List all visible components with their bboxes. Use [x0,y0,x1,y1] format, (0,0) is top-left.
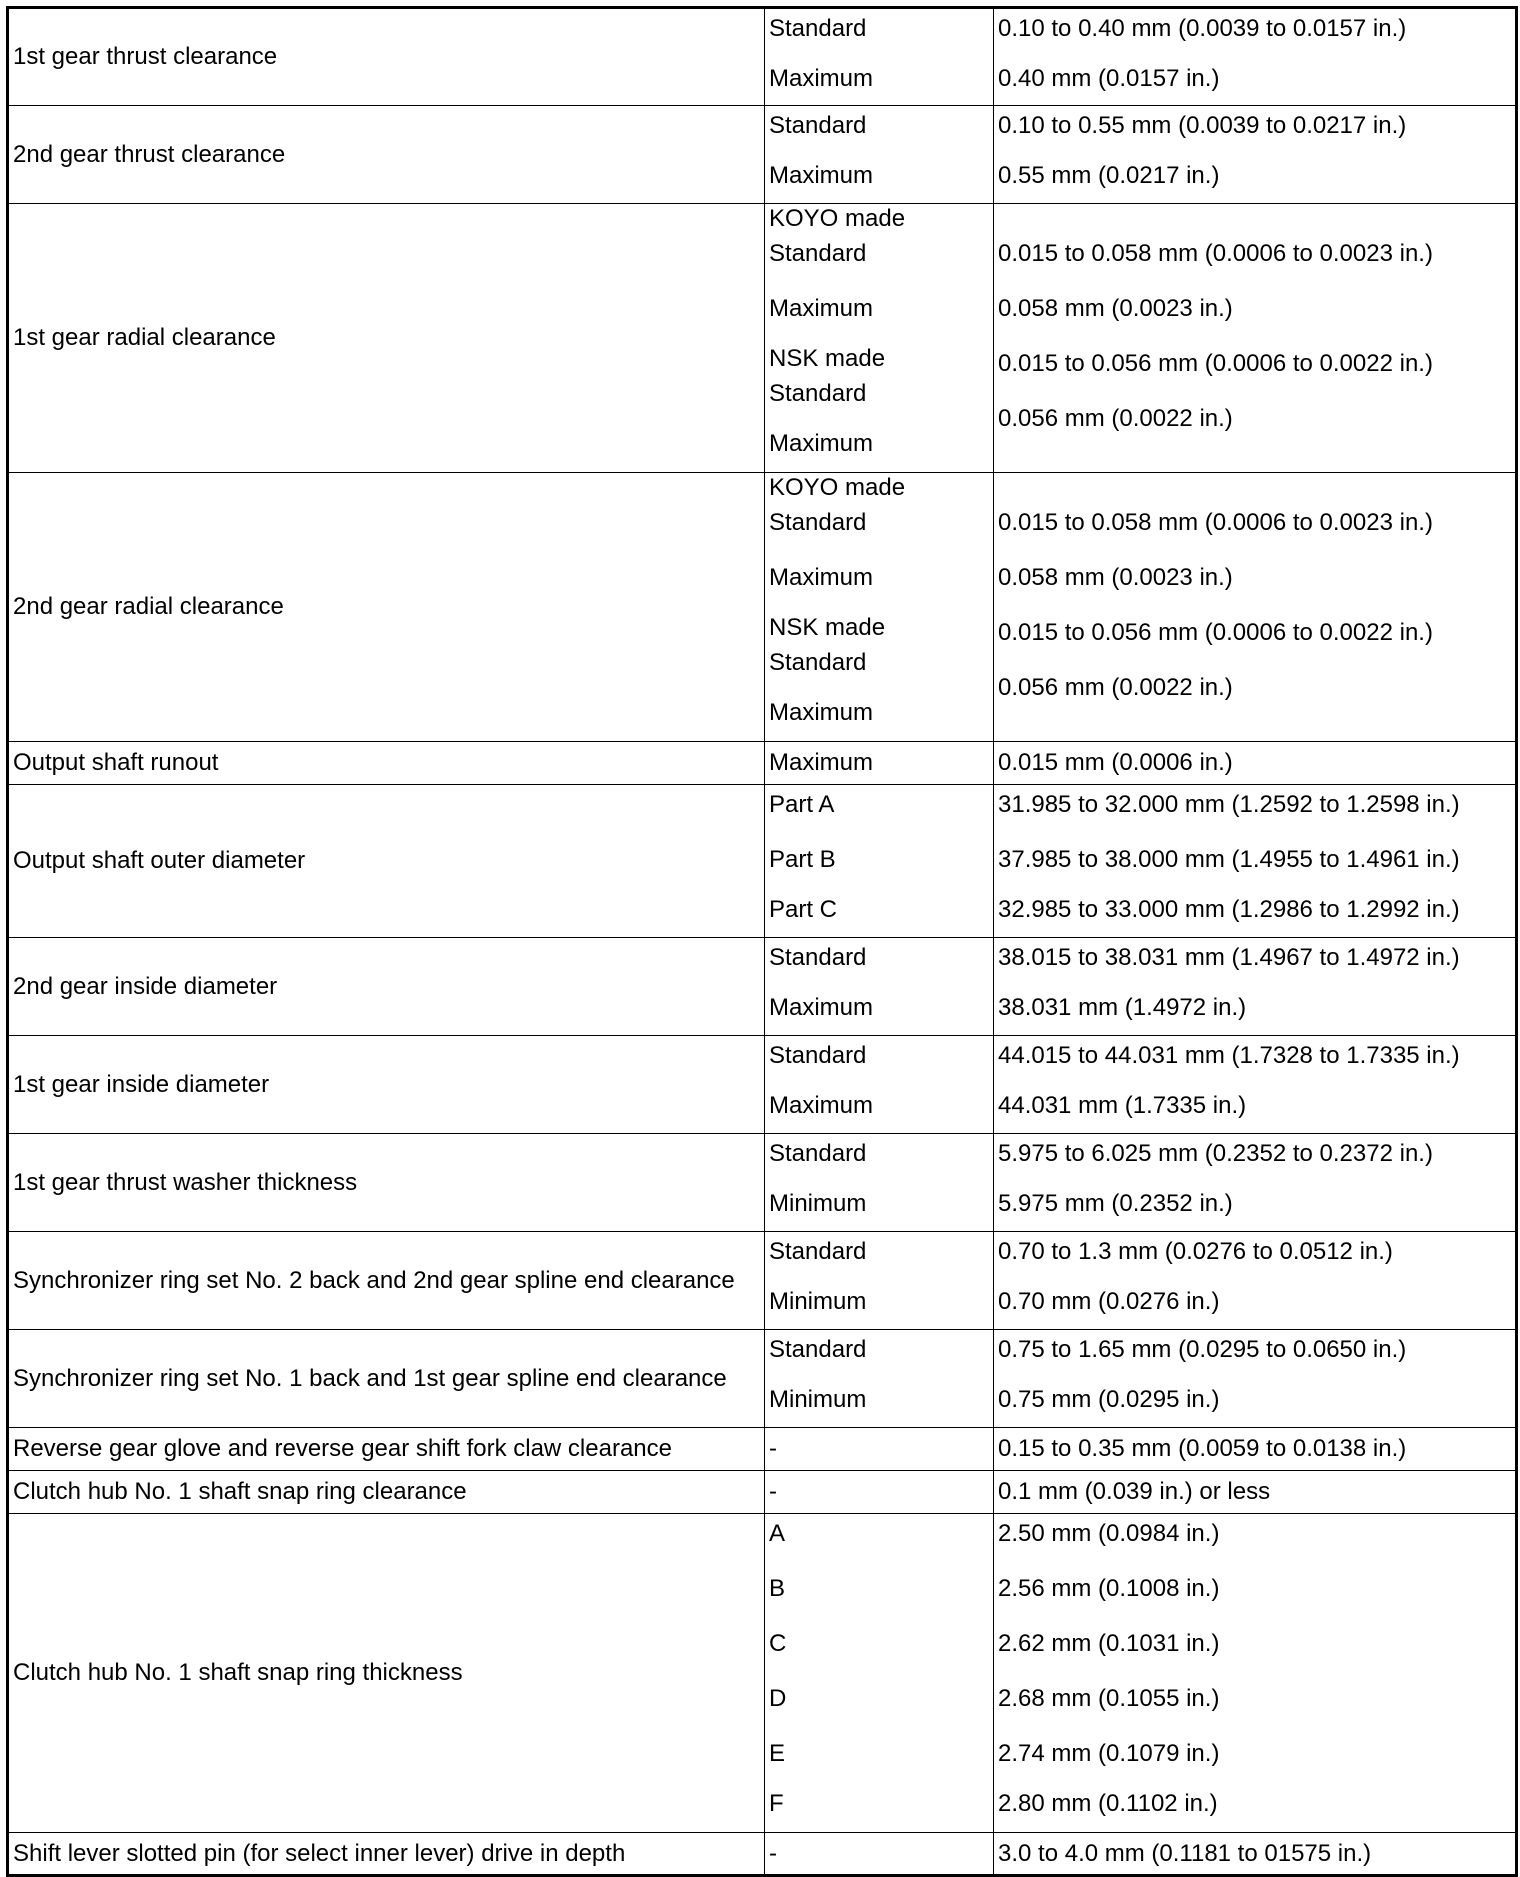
condition-cell [765,1232,994,1330]
condition-label: Standard [769,1140,867,1167]
spec-value: 0.40 mm (0.0157 in.) [998,65,1220,92]
value-cell [994,1330,1517,1428]
condition-label: C [769,1630,787,1657]
table-row [8,938,1517,1036]
spec-value: 0.058 mm (0.0023 in.) [998,564,1233,591]
spec-value: 0.015 to 0.058 mm (0.0006 to 0.0023 in.) [998,240,1433,267]
condition-cell [765,473,994,742]
spec-value: 37.985 to 38.000 mm (1.4955 to 1.4961 in.) [998,846,1460,873]
condition-label: KOYO made [769,205,906,232]
table-row [8,742,1517,785]
condition-label: Part A [769,791,835,818]
condition-label: Part C [769,896,838,923]
spec-item: Synchronizer ring set No. 2 back and 2nd gear spline end clearance [8,1232,765,1330]
spec-value: 0.75 mm (0.0295 in.) [998,1386,1220,1413]
table-row [8,8,1517,106]
spec-value: 3.0 to 4.0 mm (0.1181 to 01575 in.) [994,1833,1517,1876]
condition-label: A [769,1520,786,1547]
condition-cell [765,1134,994,1232]
spec-item: Output shaft runout [8,742,765,785]
condition-label: NSK made [769,345,886,372]
condition-cell [765,1514,994,1833]
condition-label: Maximum [769,994,874,1021]
condition-label: Standard [769,944,867,971]
table-row [8,204,1517,473]
table-row [8,106,1517,204]
condition-label: E [769,1740,786,1767]
value-cell [994,1232,1517,1330]
condition-label: - [765,1833,994,1876]
spec-value: 0.10 to 0.55 mm (0.0039 to 0.0217 in.) [998,112,1407,139]
condition-label: Standard [769,15,867,42]
spec-item: Output shaft outer diameter [8,785,765,938]
condition-label: Standard [769,1238,867,1265]
spec-value: 5.975 mm (0.2352 in.) [998,1190,1233,1217]
value-cell [994,785,1517,938]
condition-label: Standard [769,509,867,536]
value-cell [994,204,1517,473]
spec-value: 0.056 mm (0.0022 in.) [998,405,1233,432]
condition-cell [765,1036,994,1134]
spec-value: 31.985 to 32.000 mm (1.2592 to 1.2598 in.) [998,791,1460,818]
spec-value: 0.55 mm (0.0217 in.) [998,162,1220,189]
table-row [8,1134,1517,1232]
value-cell [994,1036,1517,1134]
spec-value: 0.15 to 0.35 mm (0.0059 to 0.0138 in.) [994,1428,1517,1471]
specification-table [6,6,1518,1877]
condition-label: Standard [769,1336,867,1363]
spec-value: 2.56 mm (0.1008 in.) [998,1575,1220,1602]
spec-value: 0.75 to 1.65 mm (0.0295 to 0.0650 in.) [998,1336,1407,1363]
condition-cell [765,1330,994,1428]
spec-item: 1st gear radial clearance [8,204,765,473]
spec-value: 44.031 mm (1.7335 in.) [998,1092,1247,1119]
value-cell [994,1134,1517,1232]
value-cell [994,473,1517,742]
spec-value: 0.015 to 0.056 mm (0.0006 to 0.0022 in.) [998,350,1433,377]
condition-cell [765,938,994,1036]
condition-label: Standard [769,380,867,407]
spec-value: 2.68 mm (0.1055 in.) [998,1685,1220,1712]
spec-value: 38.015 to 38.031 mm (1.4967 to 1.4972 in.) [998,944,1460,971]
condition-label: Standard [769,649,867,676]
spec-value: 5.975 to 6.025 mm (0.2352 to 0.2372 in.) [998,1140,1433,1167]
condition-label: Maximum [769,1092,874,1119]
table-row [8,1232,1517,1330]
condition-label: Maximum [769,162,874,189]
spec-value: 0.70 mm (0.0276 in.) [998,1288,1220,1315]
condition-label: NSK made [769,614,886,641]
condition-label: Maximum [769,295,874,322]
spec-value: 0.015 mm (0.0006 in.) [994,742,1517,785]
value-cell [994,106,1517,204]
spec-value: 2.50 mm (0.0984 in.) [998,1520,1220,1547]
condition-label: Maximum [769,699,874,726]
condition-label: Minimum [769,1190,867,1217]
spec-value: 38.031 mm (1.4972 in.) [998,994,1247,1021]
condition-label: - [765,1471,994,1514]
table-row [8,1036,1517,1134]
table-row [8,1428,1517,1471]
spec-item: 1st gear inside diameter [8,1036,765,1134]
spec-item: Clutch hub No. 1 shaft snap ring thickness [8,1514,765,1833]
spec-value: 0.70 to 1.3 mm (0.0276 to 0.0512 in.) [998,1238,1393,1265]
condition-label: Part B [769,846,836,873]
condition-cell [765,8,994,106]
spec-value: 44.015 to 44.031 mm (1.7328 to 1.7335 in.) [998,1042,1460,1069]
spec-value: 0.015 to 0.058 mm (0.0006 to 0.0023 in.) [998,509,1433,536]
spec-item: 2nd gear thrust clearance [8,106,765,204]
condition-cell [765,106,994,204]
spec-value: 0.015 to 0.056 mm (0.0006 to 0.0022 in.) [998,619,1433,646]
condition-label: Maximum [769,65,874,92]
condition-cell [765,204,994,473]
table-row [8,1471,1517,1514]
spec-value: 2.74 mm (0.1079 in.) [998,1740,1220,1767]
spec-item: Shift lever slotted pin (for select inner lever) drive in depth [8,1833,765,1876]
spec-value: 0.10 to 0.40 mm (0.0039 to 0.0157 in.) [998,15,1407,42]
spec-item: Clutch hub No. 1 shaft snap ring clearance [8,1471,765,1514]
spec-item: Synchronizer ring set No. 1 back and 1st gear spline end clearance [8,1330,765,1428]
condition-label: Standard [769,112,867,139]
table-row [8,1514,1517,1833]
table-row [8,1833,1517,1876]
value-cell [994,8,1517,106]
condition-label: Maximum [765,742,994,785]
condition-label: Minimum [769,1386,867,1413]
condition-label: - [765,1428,994,1471]
value-cell [994,938,1517,1036]
condition-label: Minimum [769,1288,867,1315]
condition-label: Standard [769,1042,867,1069]
spec-item: Reverse gear glove and reverse gear shift fork claw clearance [8,1428,765,1471]
spec-value: 0.058 mm (0.0023 in.) [998,295,1233,322]
table-row [8,785,1517,938]
spec-item: 1st gear thrust clearance [8,8,765,106]
table-row [8,1330,1517,1428]
spec-item: 2nd gear inside diameter [8,938,765,1036]
condition-label: D [769,1685,787,1712]
spec-value: 2.80 mm (0.1102 in.) [998,1790,1218,1817]
spec-item: 1st gear thrust washer thickness [8,1134,765,1232]
condition-label: F [769,1790,784,1817]
condition-label: B [769,1575,786,1602]
spec-item: 2nd gear radial clearance [8,473,765,742]
spec-value: 2.62 mm (0.1031 in.) [998,1630,1220,1657]
condition-label: Maximum [769,430,874,457]
condition-label: Maximum [769,564,874,591]
condition-label: Standard [769,240,867,267]
spec-value: 32.985 to 33.000 mm (1.2986 to 1.2992 in.) [998,896,1460,923]
spec-value: 0.1 mm (0.039 in.) or less [994,1471,1517,1514]
spec-value: 0.056 mm (0.0022 in.) [998,674,1233,701]
condition-cell [765,785,994,938]
table-row [8,473,1517,742]
value-cell [994,1514,1517,1833]
condition-label: KOYO made [769,474,906,501]
